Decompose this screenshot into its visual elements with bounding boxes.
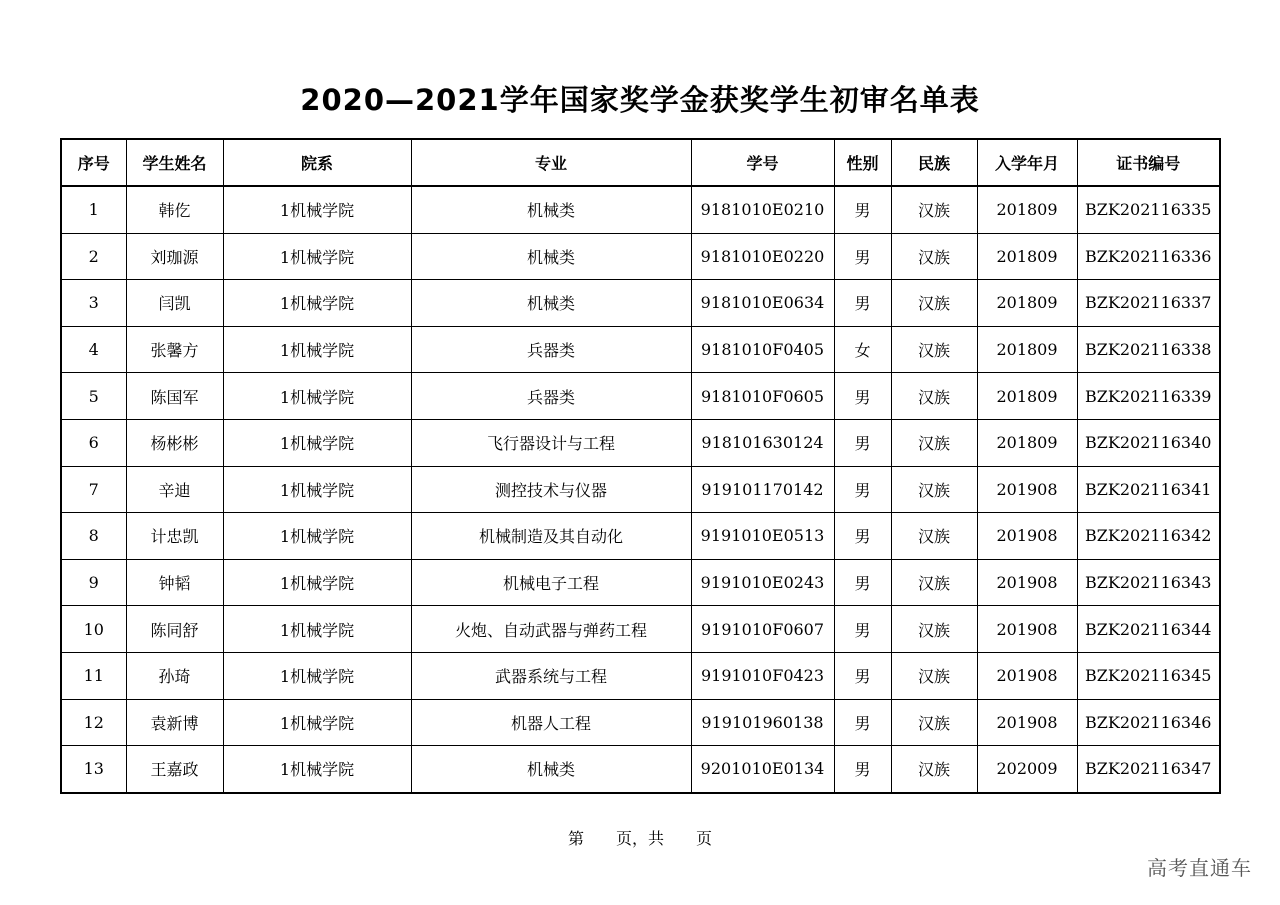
column-header-student-id: 学号 — [691, 139, 834, 186]
table-row — [61, 746, 1220, 793]
cell-certificate-number: BZK202116337 — [1077, 280, 1220, 327]
cell-department: 1机械学院 — [223, 186, 411, 233]
cell-department: 1机械学院 — [223, 746, 411, 793]
cell-student-name: 钟韬 — [126, 559, 223, 606]
cell-gender: 男 — [834, 419, 891, 466]
cell-ethnicity: 汉族 — [891, 186, 977, 233]
table-header-row — [61, 139, 1220, 186]
cell-student-name: 袁新博 — [126, 699, 223, 746]
cell-major: 机械类 — [411, 746, 691, 793]
page-footer: 第 页，共 页 — [567, 829, 712, 848]
cell-department: 1机械学院 — [223, 652, 411, 699]
cell-seq: 8 — [61, 513, 126, 560]
cell-ethnicity: 汉族 — [891, 419, 977, 466]
table-row — [61, 559, 1220, 606]
cell-department: 1机械学院 — [223, 326, 411, 373]
cell-major: 飞行器设计与工程 — [411, 419, 691, 466]
column-header-seq: 序号 — [61, 139, 126, 186]
cell-gender: 男 — [834, 466, 891, 513]
cell-seq: 1 — [61, 186, 126, 233]
column-header-student-name: 学生姓名 — [126, 139, 223, 186]
cell-certificate-number: BZK202116343 — [1077, 559, 1220, 606]
cell-student-name: 陈同舒 — [126, 606, 223, 653]
cell-ethnicity: 汉族 — [891, 280, 977, 327]
cell-seq: 2 — [61, 233, 126, 280]
table-row — [61, 466, 1220, 513]
cell-student-name: 陈国军 — [126, 373, 223, 420]
cell-major: 兵器类 — [411, 326, 691, 373]
cell-ethnicity: 汉族 — [891, 326, 977, 373]
cell-student-id: 918101630124 — [691, 419, 834, 466]
cell-seq: 4 — [61, 326, 126, 373]
cell-seq: 7 — [61, 466, 126, 513]
cell-ethnicity: 汉族 — [891, 233, 977, 280]
cell-certificate-number: BZK202116338 — [1077, 326, 1220, 373]
cell-ethnicity: 汉族 — [891, 699, 977, 746]
cell-student-id: 9191010E0513 — [691, 513, 834, 560]
cell-gender: 男 — [834, 280, 891, 327]
cell-certificate-number: BZK202116344 — [1077, 606, 1220, 653]
cell-enrollment-date: 201809 — [977, 186, 1077, 233]
cell-department: 1机械学院 — [223, 419, 411, 466]
table-row — [61, 186, 1220, 233]
cell-certificate-number: BZK202116347 — [1077, 746, 1220, 793]
cell-certificate-number: BZK202116340 — [1077, 419, 1220, 466]
cell-student-name: 韩仡 — [126, 186, 223, 233]
cell-student-id: 9201010E0134 — [691, 746, 834, 793]
cell-enrollment-date: 201809 — [977, 419, 1077, 466]
cell-major: 机械类 — [411, 233, 691, 280]
cell-ethnicity: 汉族 — [891, 373, 977, 420]
cell-gender: 男 — [834, 186, 891, 233]
cell-enrollment-date: 201809 — [977, 373, 1077, 420]
table-row — [61, 652, 1220, 699]
cell-enrollment-date: 201809 — [977, 233, 1077, 280]
column-header-gender: 性别 — [834, 139, 891, 186]
cell-seq: 3 — [61, 280, 126, 327]
table-row — [61, 233, 1220, 280]
table-row — [61, 606, 1220, 653]
table-row — [61, 326, 1220, 373]
scholarship-roster-table — [60, 138, 1221, 794]
cell-student-id: 9181010F0605 — [691, 373, 834, 420]
table-row — [61, 419, 1220, 466]
cell-enrollment-date: 201908 — [977, 513, 1077, 560]
cell-gender: 男 — [834, 513, 891, 560]
cell-student-name: 杨彬彬 — [126, 419, 223, 466]
cell-department: 1机械学院 — [223, 513, 411, 560]
column-header-ethnicity: 民族 — [891, 139, 977, 186]
cell-ethnicity: 汉族 — [891, 466, 977, 513]
cell-gender: 男 — [834, 699, 891, 746]
cell-student-id: 9191010F0607 — [691, 606, 834, 653]
table-row — [61, 373, 1220, 420]
cell-certificate-number: BZK202116345 — [1077, 652, 1220, 699]
watermark: 高考直通车 — [1147, 856, 1252, 880]
cell-gender: 男 — [834, 652, 891, 699]
cell-gender: 男 — [834, 746, 891, 793]
column-header-department: 院系 — [223, 139, 411, 186]
cell-major: 火炮、自动武器与弹药工程 — [411, 606, 691, 653]
cell-major: 武器系统与工程 — [411, 652, 691, 699]
cell-student-id: 919101170142 — [691, 466, 834, 513]
cell-department: 1机械学院 — [223, 606, 411, 653]
cell-seq: 6 — [61, 419, 126, 466]
cell-student-id: 9191010F0423 — [691, 652, 834, 699]
cell-certificate-number: BZK202116346 — [1077, 699, 1220, 746]
cell-enrollment-date: 201908 — [977, 606, 1077, 653]
cell-major: 机器人工程 — [411, 699, 691, 746]
cell-certificate-number: BZK202116335 — [1077, 186, 1220, 233]
cell-student-name: 张馨方 — [126, 326, 223, 373]
cell-student-id: 9181010E0210 — [691, 186, 834, 233]
cell-seq: 9 — [61, 559, 126, 606]
cell-department: 1机械学院 — [223, 233, 411, 280]
cell-enrollment-date: 201908 — [977, 652, 1077, 699]
cell-major: 机械电子工程 — [411, 559, 691, 606]
cell-gender: 男 — [834, 373, 891, 420]
cell-enrollment-date: 201908 — [977, 466, 1077, 513]
cell-student-name: 辛迪 — [126, 466, 223, 513]
cell-seq: 11 — [61, 652, 126, 699]
cell-enrollment-date: 201809 — [977, 326, 1077, 373]
cell-student-name: 计忠凯 — [126, 513, 223, 560]
cell-major: 兵器类 — [411, 373, 691, 420]
cell-seq: 10 — [61, 606, 126, 653]
cell-ethnicity: 汉族 — [891, 559, 977, 606]
cell-student-name: 孙琦 — [126, 652, 223, 699]
cell-enrollment-date: 202009 — [977, 746, 1077, 793]
cell-student-id: 9191010E0243 — [691, 559, 834, 606]
cell-seq: 13 — [61, 746, 126, 793]
table-row — [61, 280, 1220, 327]
cell-certificate-number: BZK202116339 — [1077, 373, 1220, 420]
column-header-enrollment-date: 入学年月 — [977, 139, 1077, 186]
cell-student-id: 919101960138 — [691, 699, 834, 746]
cell-certificate-number: BZK202116342 — [1077, 513, 1220, 560]
table-row — [61, 513, 1220, 560]
cell-gender: 男 — [834, 606, 891, 653]
cell-department: 1机械学院 — [223, 699, 411, 746]
cell-major: 机械类 — [411, 280, 691, 327]
cell-ethnicity: 汉族 — [891, 513, 977, 560]
cell-student-id: 9181010F0405 — [691, 326, 834, 373]
cell-student-name: 王嘉政 — [126, 746, 223, 793]
cell-student-name: 刘珈源 — [126, 233, 223, 280]
cell-student-name: 闫凯 — [126, 280, 223, 327]
cell-seq: 5 — [61, 373, 126, 420]
cell-enrollment-date: 201908 — [977, 699, 1077, 746]
cell-ethnicity: 汉族 — [891, 652, 977, 699]
cell-department: 1机械学院 — [223, 373, 411, 420]
cell-major: 测控技术与仪器 — [411, 466, 691, 513]
cell-certificate-number: BZK202116341 — [1077, 466, 1220, 513]
cell-department: 1机械学院 — [223, 466, 411, 513]
cell-student-id: 9181010E0634 — [691, 280, 834, 327]
cell-gender: 男 — [834, 233, 891, 280]
column-header-certificate-number: 证书编号 — [1077, 139, 1220, 186]
cell-major: 机械制造及其自动化 — [411, 513, 691, 560]
cell-gender: 男 — [834, 559, 891, 606]
page-title: 2020—2021学年国家奖学金获奖学生初审名单表 — [300, 83, 980, 117]
column-header-major: 专业 — [411, 139, 691, 186]
cell-ethnicity: 汉族 — [891, 746, 977, 793]
cell-department: 1机械学院 — [223, 559, 411, 606]
cell-major: 机械类 — [411, 186, 691, 233]
cell-department: 1机械学院 — [223, 280, 411, 327]
cell-enrollment-date: 201908 — [977, 559, 1077, 606]
cell-gender: 女 — [834, 326, 891, 373]
cell-ethnicity: 汉族 — [891, 606, 977, 653]
table-row — [61, 699, 1220, 746]
cell-enrollment-date: 201809 — [977, 280, 1077, 327]
cell-seq: 12 — [61, 699, 126, 746]
cell-certificate-number: BZK202116336 — [1077, 233, 1220, 280]
cell-student-id: 9181010E0220 — [691, 233, 834, 280]
